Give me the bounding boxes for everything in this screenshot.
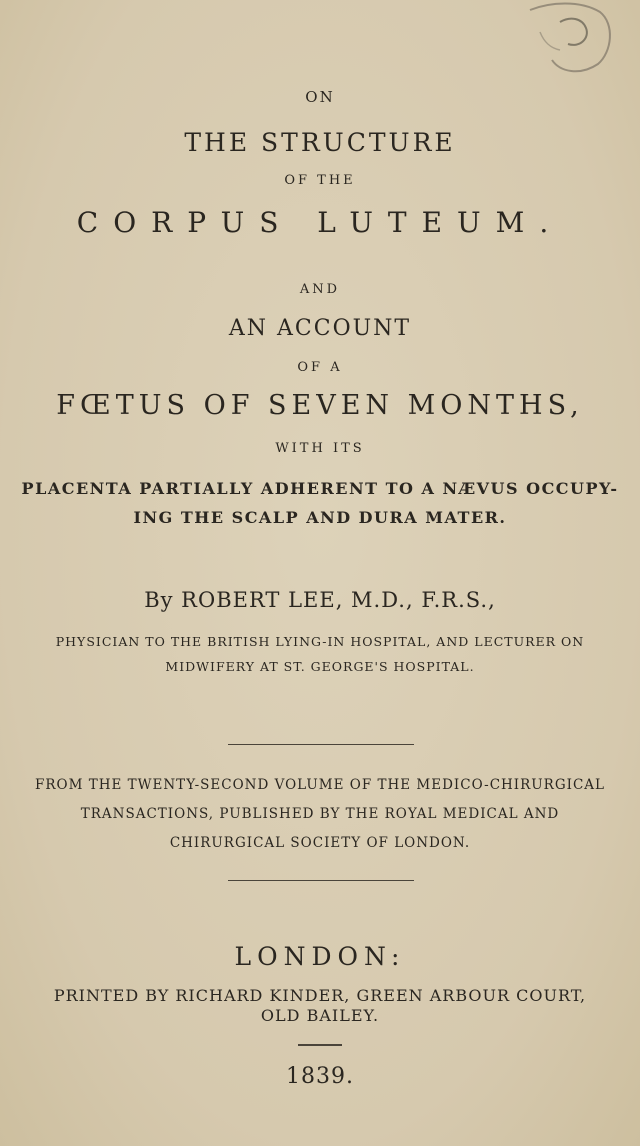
author-line: By ROBERT LEE, M.D., F.R.S., (144, 588, 496, 612)
source-line-3: CHIRURGICAL SOCIETY OF LONDON. (169, 835, 471, 851)
of-the-text: OF THE (284, 173, 356, 188)
the-structure-title: THE STRUCTURE (184, 128, 456, 157)
placenta-line-2: ING THE SCALP AND DURA MATER. (133, 508, 507, 527)
affiliation-line-2: MIDWIFERY AT ST. GEORGE'S HOSPITAL. (165, 659, 475, 674)
year-text: 1839. (286, 1064, 354, 1089)
an-account-title: AN ACCOUNT (228, 316, 412, 341)
divider-rule-2 (228, 880, 414, 881)
foetus-title: FŒTUS OF SEVEN MONTHS, (56, 390, 584, 421)
and-text: AND (299, 282, 341, 297)
source-line-2: TRANSACTIONS, PUBLISHED BY THE ROYAL MEDICAL AND (80, 806, 560, 822)
corpus-luteum-title: CORPUS LUTEUM. (76, 206, 564, 239)
divider-rule-1 (228, 744, 414, 745)
divider-rule-short (298, 1044, 342, 1046)
with-its-text: WITH ITS (275, 441, 365, 456)
source-line-1: FROM THE TWENTY-SECOND VOLUME OF THE MEDICO-CHIRURGICAL (35, 777, 605, 793)
of-a-text: OF A (297, 360, 343, 375)
on-text: ON (305, 88, 335, 106)
printer-line-2: OLD BAILEY. (260, 1006, 380, 1025)
library-stamp-mark (520, 2, 620, 82)
printer-line-1: PRINTED BY RICHARD KINDER, GREEN ARBOUR COURT, (53, 986, 587, 1005)
placenta-line-1: PLACENTA PARTIALLY ADHERENT TO A NÆVUS OCCUPY- (21, 479, 619, 498)
affiliation-line-1: PHYSICIAN TO THE BRITISH LYING-IN HOSPITAL, AND LECTURER ON (55, 634, 585, 649)
london-title: LONDON: (234, 942, 406, 971)
